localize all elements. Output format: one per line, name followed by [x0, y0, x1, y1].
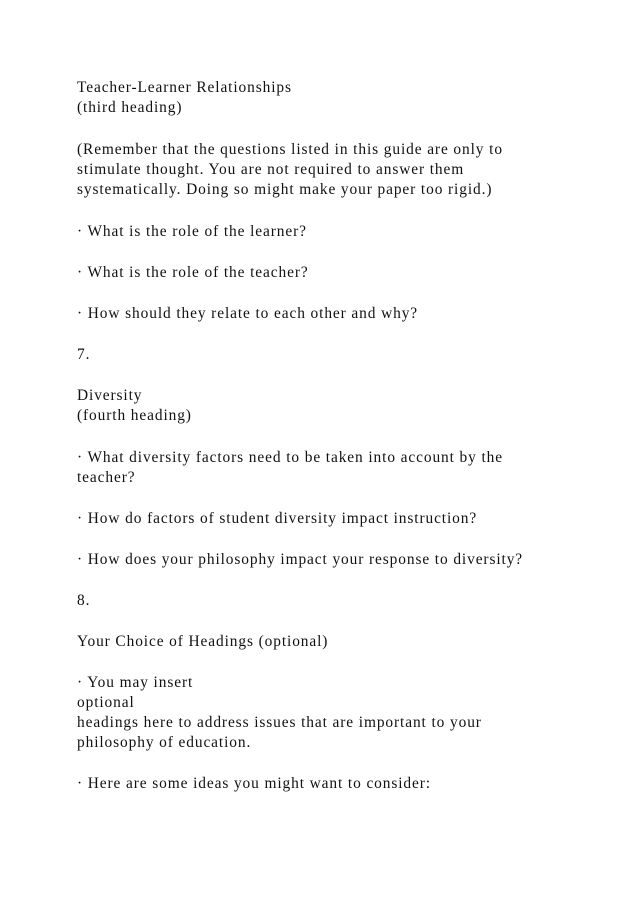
reminder-line-3: systematically. Doing so might make your paper too rigid.) — [77, 181, 493, 198]
bullet-insert-line-1: · You may insert — [77, 674, 194, 691]
bullet-diversity-factors-line-2: teacher? — [77, 469, 136, 486]
heading-note-third: (third heading) — [77, 99, 183, 116]
bullet-role-of-learner: · What is the role of the learner? — [77, 223, 307, 240]
section-number-8: 8. — [77, 592, 91, 609]
reminder-line-1: (Remember that the questions listed in this guide are only to — [77, 141, 503, 158]
bullet-ideas-to-consider: · Here are some ideas you might want to consider: — [77, 775, 431, 792]
heading-your-choice-of-headings: Your Choice of Headings (optional) — [77, 633, 329, 650]
bullet-impact-instruction: · How do factors of student diversity impact instruction? — [77, 510, 478, 527]
bullet-philosophy-impact: · How does your philosophy impact your response to diversity? — [77, 551, 524, 568]
bullet-insert-line-3: headings here to address issues that are important to your — [77, 714, 482, 731]
bullet-relate-each-other: · How should they relate to each other and why? — [77, 305, 419, 322]
section-number-7: 7. — [77, 346, 91, 363]
bullet-diversity-factors-line-1: · What diversity factors need to be taken into account by the — [77, 449, 504, 466]
bullet-insert-line-4: philosophy of education. — [77, 734, 252, 751]
heading-teacher-learner-relationships: Teacher-Learner Relationships — [77, 79, 292, 96]
bullet-role-of-teacher: · What is the role of the teacher? — [77, 264, 309, 281]
heading-diversity: Diversity — [77, 387, 143, 404]
bullet-insert-line-2: optional — [77, 694, 135, 711]
reminder-line-2: stimulate thought. You are not required to answer them — [77, 161, 465, 178]
heading-note-fourth: (fourth heading) — [77, 407, 192, 424]
